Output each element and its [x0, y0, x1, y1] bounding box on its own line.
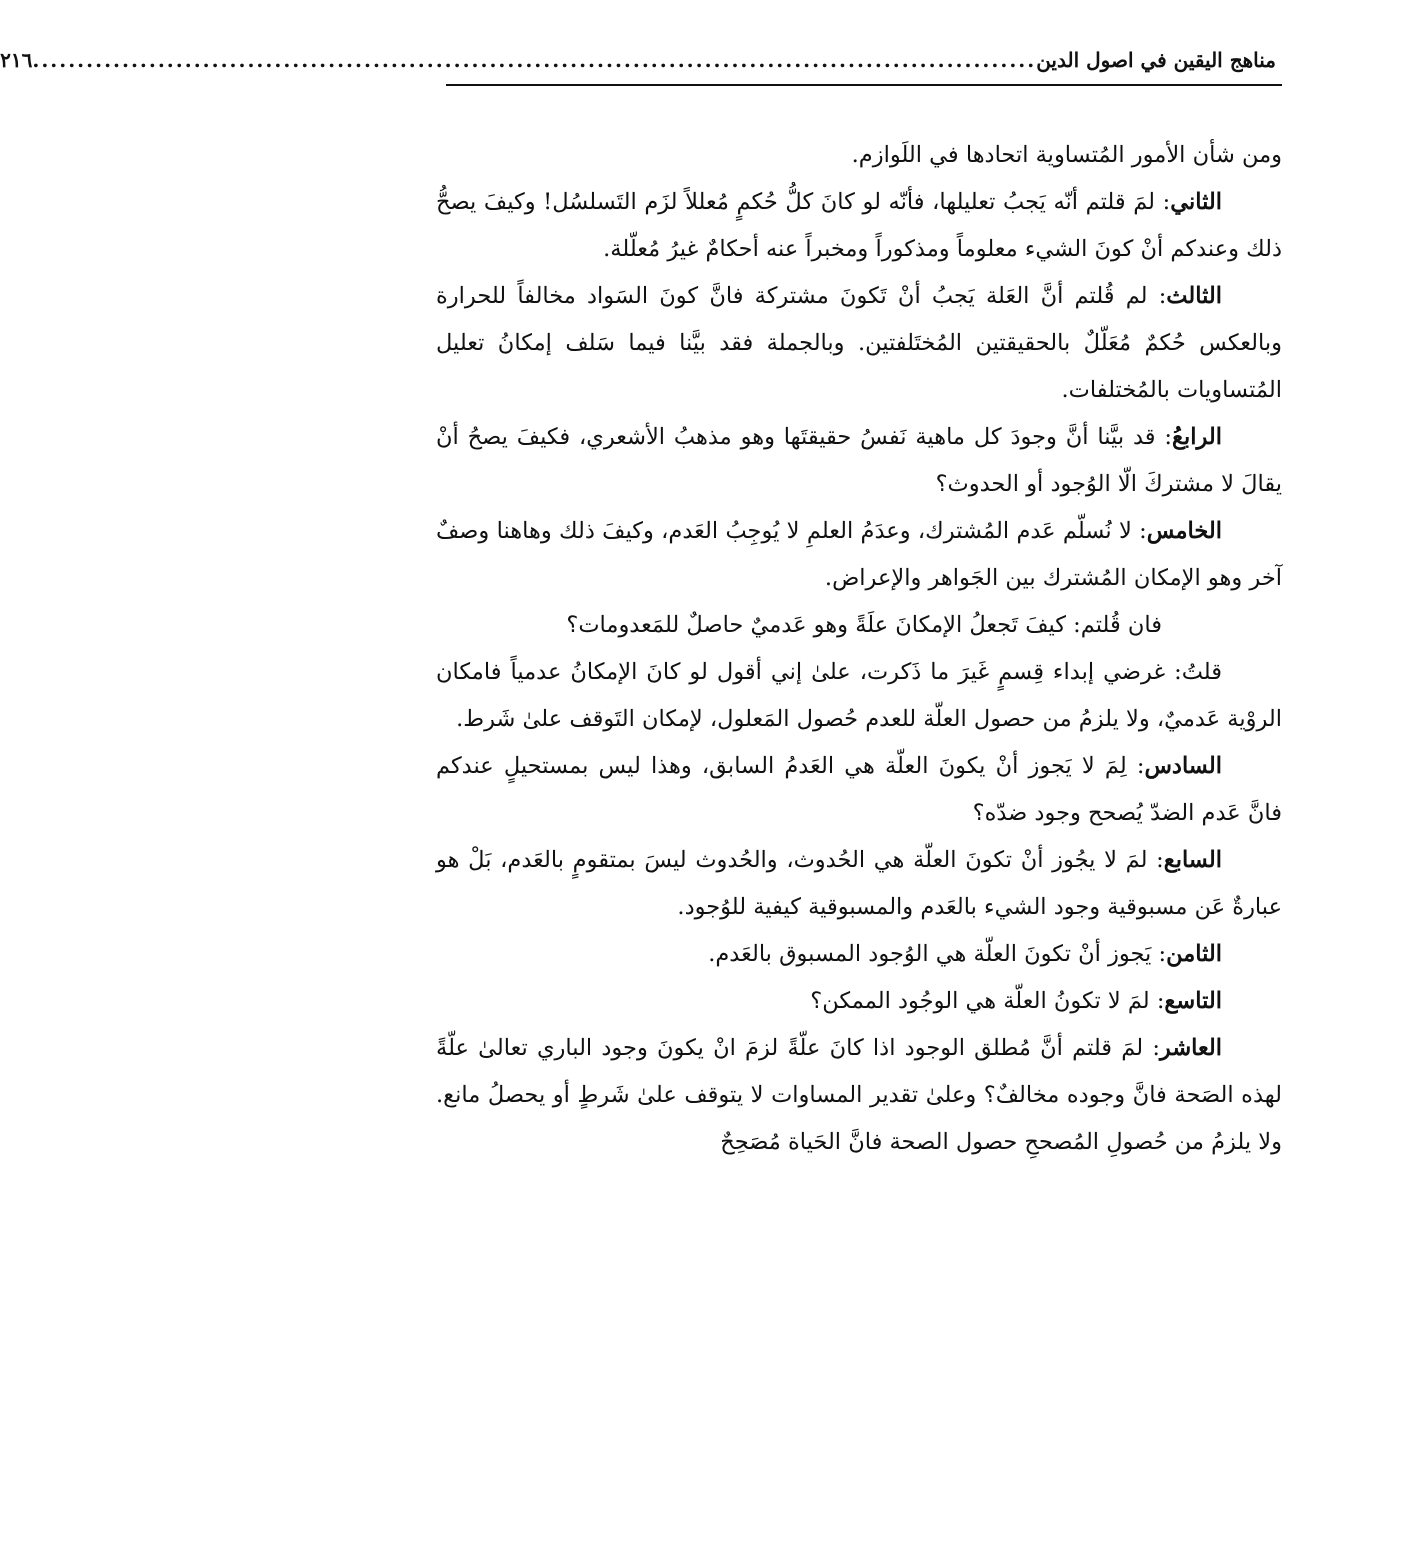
page-number: ٢١٦ [0, 48, 33, 72]
paragraph-text: : لمَ قلتم أنّه يَجبُ تعليلها، فأنّه لو كانَ كلُّ حُكمٍ مُعللاً لزَم التَسلسُل! وكيفَ يصحُّ ذلك وعندكم أنْ كونَ الشيء معلوماً ومذكوراً ومخبراً عنه أحكامٌ غيرُ مُعلّلة. [436, 189, 1282, 262]
paragraph-tenth [436, 1025, 1282, 1166]
paragraph-text: فان قُلتم: كيفَ تَجعلُ الإمكانَ علَةً وهو عَدميٌ حاصلٌ للمَعدومات؟ [566, 612, 1162, 638]
paragraph-text: : يَجوز أنْ تكونَ العلّة هي الوُجود المسبوق بالعَدم. [708, 941, 1167, 967]
paragraph-ninth [436, 978, 1282, 1025]
paragraph-text: : لمَ لا تكونُ العلّة هي الوجُود الممكن؟ [810, 988, 1165, 1014]
paragraph-eighth [436, 931, 1282, 978]
paragraph-objection [436, 602, 1282, 649]
paragraph-seventh [436, 837, 1282, 931]
page-body [436, 132, 1282, 1166]
paragraph-label: التاسع [1164, 988, 1222, 1014]
paragraph-text: : لمَ قلتم أنَّ مُطلق الوجود اذا كانَ علّةً لزمَ انْ يكونَ وجود الباري تعالىٰ علّةً لهذه الصَحة فانَّ وجوده مخالفٌ؟ وعلىٰ تقدير المساوات لا يتوقف علىٰ شَرطٍ أو يحصلُ مانع. ولا يلزمُ من حُصولِ المُصححِ حصول الصحة فانَّ الحَياة مُصَحِحٌ [436, 1035, 1282, 1155]
header-rule [446, 84, 1282, 86]
paragraph-label: العاشر [1159, 1035, 1222, 1061]
paragraph-label: السابع [1163, 847, 1222, 873]
paragraph-label: الخامس [1146, 518, 1222, 544]
paragraph-label: الثالث [1166, 283, 1222, 309]
paragraph-label: الرابعُ [1171, 424, 1222, 450]
book-title: مناهج اليقين في اصول الدين [1036, 48, 1276, 72]
paragraph-text: : لِمَ لا يَجوز أنْ يكونَ العلّة هي العَدمُ السابق، وهذا ليس بمستحيلٍ عندكم فانَّ عَدم الضدّ يُصحح وجود ضدّه؟ [436, 753, 1282, 826]
paragraph-label: الثامن [1166, 941, 1222, 967]
running-header [0, 40, 1282, 80]
paragraph-text: : قد بيَّنا أنَّ وجودَ كل ماهية نَفسُ حقيقتَها وهو مذهبُ الأشعري، فكيفَ يصحُ أنْ يقالَ لا مشتركَ الّا الوُجود أو الحدوث؟ [436, 424, 1282, 497]
paragraph-continuation [436, 132, 1282, 179]
paragraph-text: ومن شأن الأمور المُتساوية اتحادها في اللَوازم. [851, 142, 1282, 168]
paragraph-third [436, 273, 1282, 414]
paragraph-text: : لا نُسلّم عَدم المُشترك، وعدَمُ العلمِ لا يُوجِبُ العَدم، وكيفَ ذلك وهاهنا وصفٌ آخر وهو الإمكان المُشترك بين الجَواهر والإعراض. [436, 518, 1282, 591]
paragraph-label: الثاني [1170, 189, 1222, 215]
paragraph-second [436, 179, 1282, 273]
paragraph-text: : لمَ لا يجُوز أنْ تكونَ العلّة هي الحُدوث، والحُدوث ليسَ بمتقومٍ بالعَدم، بَلْ هو عبارةٌ عَن مسبوقية وجود الشيء بالعَدم والمسبوقية كيفية للوُجود. [436, 847, 1282, 920]
paragraph-fourth [436, 414, 1282, 508]
paragraph-label: السادس [1144, 753, 1222, 779]
dot-leader: ................................................................................................................ [32, 48, 1037, 72]
paragraph-fifth [436, 508, 1282, 602]
paragraph-sixth [436, 743, 1282, 837]
paragraph-text: قلتُ: غرضي إبداء قِسمٍ غَيرَ ما ذَكرت، علىٰ إني أقول لو كانَ الإمكانُ عدمياً فامكان الروْية عَدميٌ، ولا يلزمُ من حصول العلّة للعدم حُصول المَعلول، لإمكان التَوقف علىٰ شَرط. [436, 659, 1282, 732]
paragraph-reply [436, 649, 1282, 743]
paragraph-text: : لم قُلتم أنَّ العَلة يَجبُ أنْ تَكونَ مشتركة فانَّ كونَ السَواد مخالفاً للحرارة وبالعكس حُكمٌ مُعَلّلٌ بالحقيقتين المُختَلفتين. وبالجملة فقد بيَّنا فيما سَلف إمكانُ تعليل المُتساويات بالمُختلفات. [436, 283, 1282, 403]
